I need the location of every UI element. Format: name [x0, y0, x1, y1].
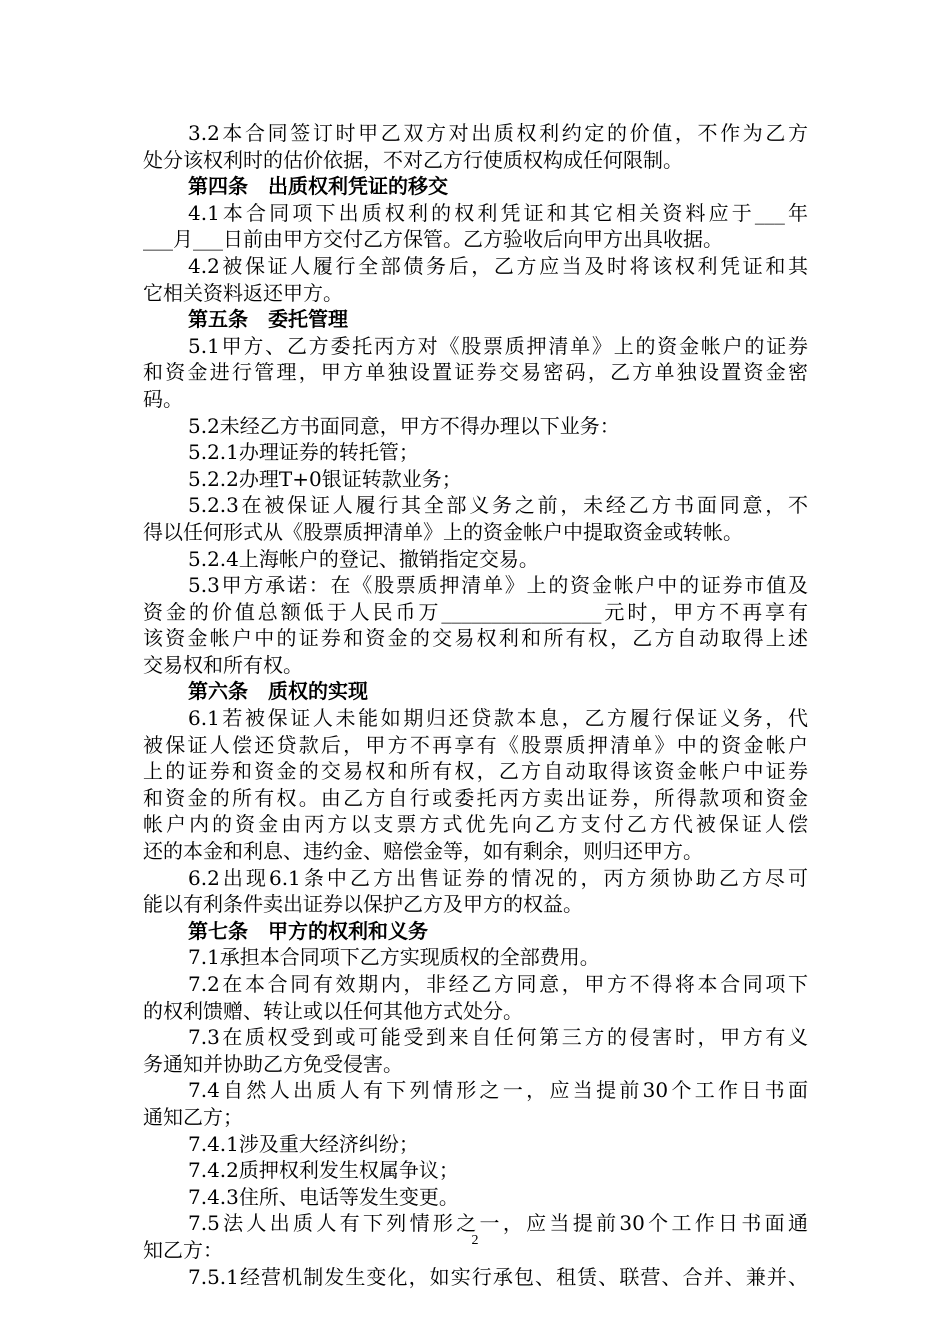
text-line: 4.2被保证人履行全部债务后，乙方应当及时将该权利凭证和其 [188, 253, 808, 278]
section-heading: 第七条 甲方的权利和义务 [188, 918, 428, 943]
text-line: 还的本金和利息、违约金、赔偿金等，如有剩余，则归还甲方。 [143, 839, 703, 864]
text-line: 能以有利条件卖出证券以保护乙方及甲方的权益。 [143, 892, 583, 917]
section-heading: 第五条 委托管理 [188, 307, 348, 332]
text-line: 7.4自然人出质人有下列情形之一，应当提前30个工作日书面 [188, 1078, 808, 1103]
text-line: 交易权和所有权。 [143, 652, 303, 677]
document-body [143, 120, 808, 1290]
text-line: 处分该权利时的估价依据，不对乙方行使质权构成任何限制。 [143, 147, 683, 172]
text-line: 和资金进行管理，甲方单独设置证券交易密码，乙方单独设置资金密 [143, 360, 808, 385]
text-line: 5.2未经乙方书面同意，甲方不得办理以下业务： [188, 413, 620, 438]
text-line: 5.2.2办理T+0银证转款业务； [188, 466, 462, 491]
text-line: 知乙方： [143, 1237, 223, 1262]
text-line: 的权利馈赠、转让或以任何其他方式处分。 [143, 998, 523, 1023]
text-line: 5.1甲方、乙方委托丙方对《股票质押清单》上的资金帐户的证券 [188, 333, 808, 358]
text-line: 资金的价值总额低于人民币万________________元时，甲方不再享有 [143, 599, 808, 624]
text-line: 7.2在本合同有效期内，非经乙方同意，甲方不得将本合同项下 [188, 972, 808, 996]
text-line: 7.5.1经营机制发生变化，如实行承包、租赁、联营、合并、兼并、 [188, 1264, 808, 1289]
text-line: 7.4.3住所、电话等发生变更。 [188, 1184, 459, 1209]
text-line: 务通知并协助乙方免受侵害。 [143, 1051, 403, 1076]
text-line: 5.3甲方承诺：在《股票质押清单》上的资金帐户中的证券市值及 [188, 573, 808, 598]
section-heading: 第六条 质权的实现 [188, 679, 368, 704]
text-line: 3.2本合同签订时甲乙双方对出质权利约定的价值，不作为乙方 [188, 121, 808, 145]
text-line: 通知乙方； [143, 1104, 243, 1129]
text-line: 6.2出现6.1条中乙方出售证券的情况的，丙方须协助乙方尽可 [188, 865, 808, 890]
text-line: 7.1承担本合同项下乙方实现质权的全部费用。 [188, 945, 600, 970]
text-line: 6.1若被保证人未能如期归还贷款本息，乙方履行保证义务，代 [188, 706, 808, 731]
text-line: 7.5法人出质人有下列情形之一，应当提前30个工作日书面通 [188, 1211, 808, 1236]
text-line: 和资金的所有权。由乙方自行或委托丙方卖出证券，所得款项和资金 [143, 785, 808, 810]
text-line: 码。 [143, 386, 183, 411]
text-line: 7.4.2质押权利发生权属争议； [188, 1158, 459, 1183]
text-line: ___月___日前由甲方交付乙方保管。乙方验收后向甲方出具收据。 [143, 227, 723, 252]
text-line: 得以任何形式从《股票质押清单》上的资金帐户中提取资金或转帐。 [143, 519, 743, 544]
text-line: 5.2.3在被保证人履行其全部义务之前，未经乙方书面同意，不 [188, 493, 808, 518]
text-line: 7.3在质权受到或可能受到来自任何第三方的侵害时，甲方有义 [188, 1025, 808, 1050]
text-line: 上的证券和资金的交易权和所有权，乙方自动取得该资金帐户中证券 [143, 759, 808, 784]
text-line: 帐户内的资金由丙方以支票方式优先向乙方支付乙方代被保证人偿 [143, 812, 808, 837]
text-line: 4.1本合同项下出质权利的权利凭证和其它相关资料应于___年 [188, 200, 808, 225]
text-line: 7.4.1涉及重大经济纠纷； [188, 1131, 419, 1156]
text-line: 它相关资料返还甲方。 [143, 280, 343, 305]
page-number: 2 [471, 1233, 479, 1248]
text-line: 5.2.1办理证券的转托管； [188, 440, 419, 465]
section-heading: 第四条 出质权利凭证的移交 [188, 174, 448, 199]
text-line: 被保证人偿还贷款后，甲方不再享有《股票质押清单》中的资金帐户 [143, 732, 808, 757]
text-line: 5.2.4上海帐户的登记、撤销指定交易。 [188, 546, 539, 571]
text-line: 该资金帐户中的证券和资金的交易权利和所有权，乙方自动取得上述 [143, 626, 808, 651]
